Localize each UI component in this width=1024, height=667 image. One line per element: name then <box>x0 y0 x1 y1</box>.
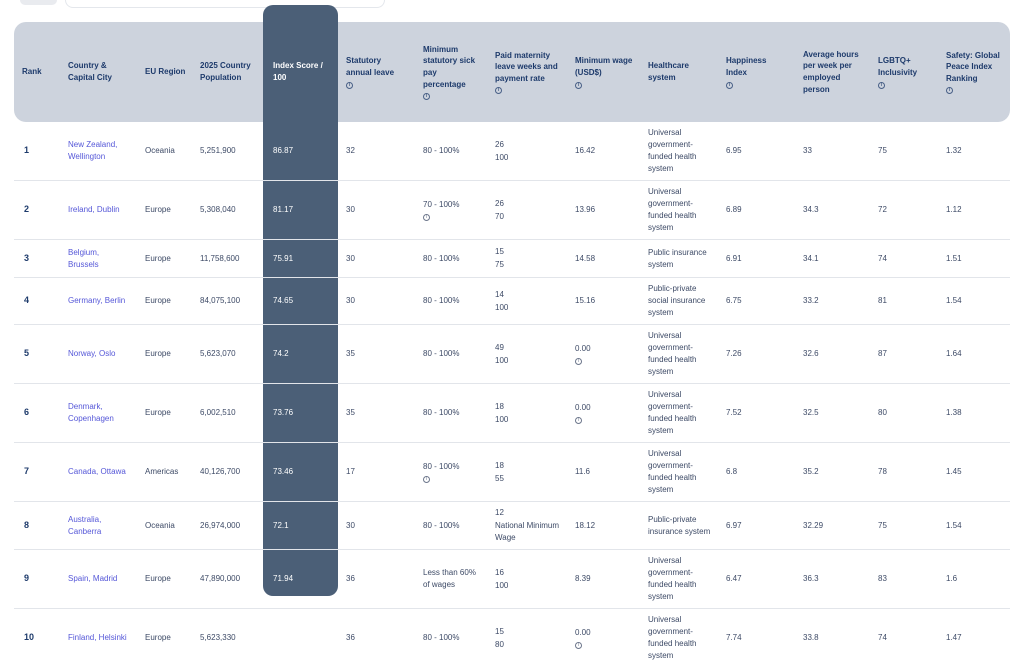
country-link[interactable]: Germany, Berlin <box>68 296 126 305</box>
min-wage-info-icon[interactable]: i <box>575 358 582 365</box>
annual-leave-cell: 35 <box>346 349 355 358</box>
table-row <box>14 383 1010 442</box>
healthcare-cell: Public-private social insurance system <box>648 284 706 317</box>
info-icon[interactable]: i <box>726 82 733 89</box>
maternity-weeks: 15 <box>495 247 504 256</box>
table-row <box>14 239 1010 277</box>
maternity-cell <box>487 139 567 164</box>
column-header-label: Average hours per week per employed person <box>803 49 859 94</box>
population-cell: 40,126,700 <box>200 467 241 476</box>
happiness-cell: 6.97 <box>726 520 742 530</box>
maternity-rate: 80 <box>495 639 504 649</box>
happiness-cell: 7.74 <box>726 633 742 642</box>
maternity-weeks: 49 <box>495 342 504 352</box>
maternity-rate: 100 <box>495 414 509 424</box>
avg-hours-cell: 32.5 <box>803 408 819 417</box>
annual-leave-cell: 30 <box>346 205 355 214</box>
column-header-label: EU Region <box>145 67 186 77</box>
population-cell: 5,623,070 <box>200 349 236 358</box>
region-cell: Oceania <box>145 520 175 530</box>
maternity-weeks: 18 <box>495 460 504 470</box>
min-wage-value: 18.12 <box>575 520 596 530</box>
min-wage-cell <box>567 343 640 365</box>
country-link[interactable]: New Zealand, Wellington <box>68 140 118 161</box>
column-header <box>263 60 338 83</box>
column-header <box>870 55 938 88</box>
maternity-rate: 55 <box>495 473 504 483</box>
min-wage-cell <box>567 627 640 649</box>
sick-pay-value: 80 - 100% <box>423 146 460 155</box>
region-cell: Europe <box>145 633 171 642</box>
rank-cell: 6 <box>24 407 30 418</box>
index-score-cell: 70.86 <box>273 633 294 642</box>
index-score-cell: 74.65 <box>273 296 294 305</box>
min-wage-value: 0.00 <box>575 344 591 353</box>
region-cell: Europe <box>145 349 171 358</box>
maternity-rate: 100 <box>495 355 509 365</box>
population-cell: 11,758,600 <box>200 253 240 263</box>
maternity-weeks: 18 <box>495 401 504 411</box>
min-wage-value: 0.00 <box>575 628 591 637</box>
healthcare-cell: Universal government-funded health system <box>648 331 697 376</box>
maternity-weeks: 12 <box>495 508 504 517</box>
country-link[interactable]: Denmark, Copenhagen <box>68 402 114 423</box>
min-wage-cell <box>567 520 640 532</box>
min-wage-cell <box>567 295 640 307</box>
sick-pay-cell <box>415 348 487 360</box>
lgbtq-cell: 80 <box>878 408 887 417</box>
sick-pay-value: 80 - 100% <box>423 462 460 471</box>
happiness-cell: 6.47 <box>726 574 742 583</box>
sick-pay-value: 70 - 100% <box>423 200 460 209</box>
column-header-label: Country & Capital City <box>68 61 113 82</box>
healthcare-cell: Universal government-funded health system <box>648 128 697 173</box>
maternity-cell <box>487 460 567 485</box>
country-cell <box>60 295 137 307</box>
population-cell: 84,075,100 <box>200 296 241 305</box>
min-wage-value: 0.00 <box>575 403 591 412</box>
country-cell <box>60 573 137 585</box>
country-cell <box>60 401 137 425</box>
rank-cell: 9 <box>24 573 30 584</box>
rank-cell: 8 <box>24 519 30 530</box>
country-cell <box>60 632 137 644</box>
healthcare-cell: Universal government-funded health system <box>648 449 697 494</box>
index-score-cell: 75.91 <box>273 253 294 263</box>
avg-hours-cell: 32.29 <box>803 520 824 530</box>
maternity-cell <box>487 246 567 271</box>
column-header-label: Happiness Index <box>726 56 767 77</box>
maternity-weeks: 26 <box>495 139 504 149</box>
happiness-cell: 6.91 <box>726 253 742 263</box>
maternity-rate: National Minimum Wage <box>495 521 560 542</box>
country-cell <box>60 247 137 271</box>
min-wage-cell <box>567 253 640 265</box>
min-wage-value: 15.16 <box>575 296 596 305</box>
avg-hours-cell: 34.3 <box>803 205 819 214</box>
avg-hours-cell: 33.8 <box>803 633 819 642</box>
column-header <box>487 50 567 95</box>
sick-pay-cell <box>415 407 487 419</box>
avg-hours-cell: 33 <box>803 146 812 155</box>
healthcare-cell: Universal government-funded health system <box>648 187 697 232</box>
sick-pay-value: 80 - 100% <box>423 296 460 305</box>
min-wage-cell <box>567 204 640 216</box>
safety-cell: 1.12 <box>946 205 962 214</box>
lgbtq-cell: 72 <box>878 205 887 214</box>
min-wage-value: 11.6 <box>575 467 590 476</box>
country-link[interactable]: Norway, Oslo <box>68 349 116 358</box>
rank-cell: 1 <box>24 145 30 156</box>
cutoff-top-bar <box>65 0 385 8</box>
maternity-cell <box>487 342 567 367</box>
sick-pay-cell <box>415 632 487 644</box>
safety-cell: 1.47 <box>946 633 962 642</box>
happiness-cell: 6.8 <box>726 467 738 476</box>
column-header-label: Rank <box>22 67 42 77</box>
column-header-label: Statutory annual leave <box>346 56 395 77</box>
country-cell <box>60 139 137 163</box>
maternity-weeks: 26 <box>495 198 504 208</box>
maternity-weeks: 15 <box>495 626 504 636</box>
maternity-cell <box>487 289 567 314</box>
annual-leave-cell: 35 <box>346 408 355 417</box>
safety-cell: 1.54 <box>946 296 962 305</box>
safety-cell: 1.54 <box>946 520 962 530</box>
table-row <box>14 608 1010 667</box>
column-header-label: 2025 Country Population <box>200 61 251 82</box>
avg-hours-cell: 34.1 <box>803 253 819 263</box>
rank-cell: 5 <box>24 348 30 359</box>
population-cell: 6,002,510 <box>200 408 236 417</box>
happiness-cell: 7.26 <box>726 349 742 358</box>
lgbtq-cell: 78 <box>878 467 887 476</box>
region-cell: Americas <box>145 467 179 476</box>
region-cell: Europe <box>145 296 171 305</box>
region-cell: Europe <box>145 408 171 417</box>
country-link[interactable]: Finland, Helsinki <box>68 633 127 642</box>
safety-cell: 1.51 <box>946 253 962 263</box>
annual-leave-cell: 17 <box>346 467 355 476</box>
sick-pay-value: Less than 60% of wages <box>423 568 476 589</box>
lgbtq-cell: 74 <box>878 253 887 263</box>
sick-pay-cell <box>415 567 487 591</box>
annual-leave-cell: 30 <box>346 296 355 305</box>
sick-pay-value: 80 - 100% <box>423 408 460 417</box>
sick-pay-info-icon[interactable]: i <box>423 214 430 221</box>
min-wage-value: 13.96 <box>575 205 596 214</box>
annual-leave-cell: 30 <box>346 520 355 530</box>
cutoff-top-pill <box>20 0 57 5</box>
healthcare-cell: Universal government-funded health system <box>648 615 697 660</box>
column-header-label: Paid maternity leave weeks and payment rate <box>495 50 558 83</box>
min-wage-cell <box>567 145 640 157</box>
sick-pay-cell <box>415 461 487 483</box>
index-score-cell: 74.2 <box>273 349 289 358</box>
column-header-label: Healthcare system <box>648 61 689 82</box>
region-cell: Europe <box>145 574 171 583</box>
table-row <box>14 122 1010 180</box>
maternity-cell <box>487 198 567 223</box>
population-cell: 47,890,000 <box>200 574 241 583</box>
healthcare-cell: Public-private insurance system <box>648 514 711 536</box>
info-icon[interactable]: i <box>423 93 430 100</box>
country-cell <box>60 204 137 216</box>
min-wage-info-icon[interactable]: i <box>575 642 582 649</box>
rank-cell: 3 <box>24 252 30 263</box>
sick-pay-value: 80 - 100% <box>423 520 460 530</box>
rank-cell: 4 <box>24 295 30 306</box>
safety-cell: 1.6 <box>946 574 958 583</box>
avg-hours-cell: 32.6 <box>803 349 819 358</box>
maternity-rate: 100 <box>495 302 509 312</box>
country-cell <box>60 466 137 478</box>
column-header-label: LGBTQ+ Inclusivity <box>878 56 918 77</box>
column-header-label: Index Score / 100 <box>273 61 323 82</box>
table-row <box>14 442 1010 501</box>
sick-pay-cell <box>415 295 487 307</box>
population-cell: 5,308,040 <box>200 205 236 214</box>
lgbtq-cell: 81 <box>878 296 887 305</box>
table-body <box>14 122 1010 667</box>
header-row <box>14 22 1010 122</box>
index-score-cell: 86.87 <box>273 146 294 155</box>
avg-hours-cell: 36.3 <box>803 574 819 583</box>
index-score-cell: 71.94 <box>273 574 294 583</box>
happiness-cell: 7.52 <box>726 408 742 417</box>
column-header <box>640 60 718 83</box>
country-link[interactable]: Belgium, Brussels <box>68 247 100 269</box>
lgbtq-cell: 75 <box>878 520 887 530</box>
healthcare-cell: Public insurance system <box>648 247 707 269</box>
maternity-cell <box>487 507 567 544</box>
min-wage-cell <box>567 466 640 478</box>
maternity-cell <box>487 401 567 426</box>
min-wage-cell <box>567 573 640 585</box>
maternity-rate: 75 <box>495 260 504 269</box>
happiness-cell: 6.75 <box>726 296 742 305</box>
index-score-cell: 73.76 <box>273 408 294 417</box>
min-wage-value: 8.39 <box>575 574 591 583</box>
country-cell <box>60 348 137 360</box>
population-cell: 5,623,330 <box>200 633 236 642</box>
avg-hours-cell: 35.2 <box>803 467 819 476</box>
sick-pay-cell <box>415 199 487 221</box>
population-cell: 5,251,900 <box>200 146 236 155</box>
region-cell: Oceania <box>145 146 175 155</box>
maternity-rate: 70 <box>495 211 504 221</box>
lgbtq-cell: 75 <box>878 146 887 155</box>
min-wage-cell <box>567 402 640 424</box>
happiness-cell: 6.89 <box>726 205 742 214</box>
maternity-rate: 100 <box>495 152 509 162</box>
column-header-label: Minimum statutory sick pay percentage <box>423 44 476 89</box>
annual-leave-cell: 32 <box>346 146 355 155</box>
country-link[interactable]: Canada, Ottawa <box>68 467 126 476</box>
sick-pay-info-icon[interactable]: i <box>423 476 430 483</box>
maternity-cell <box>487 626 567 651</box>
country-link[interactable]: Spain, Madrid <box>68 574 118 583</box>
safety-cell: 1.32 <box>946 146 962 155</box>
min-wage-value: 16.42 <box>575 146 596 155</box>
maternity-weeks: 14 <box>495 289 504 299</box>
sick-pay-cell <box>415 520 487 532</box>
table-row <box>14 501 1010 549</box>
maternity-cell <box>487 567 567 592</box>
annual-leave-cell: 36 <box>346 574 355 583</box>
index-score-cell: 72.1 <box>273 520 289 530</box>
min-wage-value: 14.58 <box>575 253 596 263</box>
population-cell: 26,974,000 <box>200 520 241 530</box>
min-wage-info-icon[interactable]: i <box>575 417 582 424</box>
sick-pay-value: 80 - 100% <box>423 253 460 263</box>
index-score-cell: 73.46 <box>273 467 294 476</box>
rank-cell: 2 <box>24 204 30 215</box>
table-row <box>14 549 1010 608</box>
rank-cell: 7 <box>24 466 30 477</box>
column-header <box>14 66 60 78</box>
annual-leave-cell: 36 <box>346 633 355 642</box>
sick-pay-value: 80 - 100% <box>423 349 460 358</box>
maternity-rate: 100 <box>495 580 509 590</box>
country-link[interactable]: Ireland, Dublin <box>68 205 120 214</box>
index-score-cell: 81.17 <box>273 205 294 214</box>
country-cell <box>60 514 137 538</box>
column-header <box>137 66 192 78</box>
info-icon[interactable]: i <box>495 87 502 94</box>
column-header-label: Safety: Global Peace Index Ranking <box>946 50 1000 83</box>
happiness-cell: 6.95 <box>726 146 742 155</box>
lgbtq-cell: 74 <box>878 633 887 642</box>
table-row <box>14 324 1010 383</box>
region-cell: Europe <box>145 253 171 263</box>
country-link[interactable]: Australia, Canberra <box>68 514 102 536</box>
column-header <box>938 50 1010 95</box>
column-header <box>567 55 640 88</box>
safety-cell: 1.38 <box>946 408 962 417</box>
sick-pay-cell <box>415 253 487 265</box>
info-icon[interactable]: i <box>946 87 953 94</box>
region-cell: Europe <box>145 205 171 214</box>
avg-hours-cell: 33.2 <box>803 296 819 305</box>
table-row <box>14 277 1010 324</box>
column-header <box>60 60 137 83</box>
info-icon[interactable]: i <box>346 82 353 89</box>
column-header <box>718 55 795 88</box>
column-header <box>415 44 487 100</box>
lgbtq-cell: 87 <box>878 349 887 358</box>
column-header <box>192 60 263 83</box>
healthcare-cell: Universal government-funded health system <box>648 390 697 435</box>
healthcare-cell: Universal government-funded health system <box>648 556 697 601</box>
info-icon[interactable]: i <box>575 82 582 89</box>
sick-pay-cell <box>415 145 487 157</box>
lgbtq-cell: 83 <box>878 574 887 583</box>
safety-cell: 1.64 <box>946 349 962 358</box>
info-icon[interactable]: i <box>878 82 885 89</box>
rank-cell: 10 <box>24 632 35 643</box>
column-header <box>338 55 415 88</box>
column-header-label: Minimum wage (USD$) <box>575 56 633 77</box>
safety-cell: 1.45 <box>946 467 962 476</box>
table-row <box>14 180 1010 239</box>
annual-leave-cell: 30 <box>346 253 355 263</box>
maternity-weeks: 16 <box>495 567 504 577</box>
column-header <box>795 49 870 95</box>
sick-pay-value: 80 - 100% <box>423 633 460 642</box>
